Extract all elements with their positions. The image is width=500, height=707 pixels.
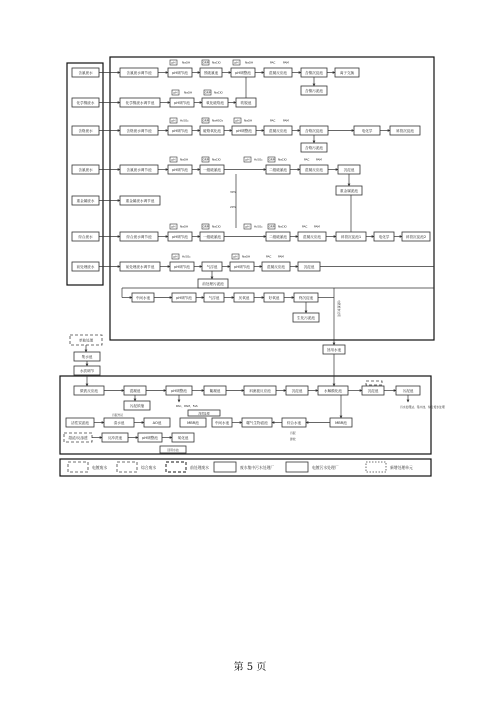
reagent-label: H₂SO₄ <box>180 118 189 123</box>
process-label: pH调节池 <box>172 71 188 75</box>
row-5 <box>99 196 160 205</box>
legend-label: 电镀污水处理厂 <box>312 465 339 470</box>
legend-swatch <box>117 462 137 472</box>
process-label: 水解酸化池 <box>324 389 342 393</box>
source-label: 含铬废水 <box>78 129 93 133</box>
legend-label: 电镀废水 <box>92 465 108 470</box>
lower-section <box>64 352 445 453</box>
reagent-label: NaOH <box>184 90 193 95</box>
process-label: 前处理废水调节池 <box>125 265 155 269</box>
legend-label: 新增处理单元 <box>390 465 413 470</box>
process-label: 水质调节 <box>79 369 95 373</box>
reagent-label: ORP <box>268 224 275 229</box>
legend-swatch <box>214 462 236 472</box>
ratio-label: 20% <box>230 205 237 209</box>
process-label: AO池 <box>152 421 162 425</box>
process-label: pH调整池 <box>235 71 251 75</box>
process-label: 二级破氰池 <box>269 235 287 239</box>
reagent-label: pH <box>171 118 176 123</box>
process-label: 单独处理 <box>78 338 94 343</box>
process-label: pH调节池 <box>174 101 190 105</box>
reagent-label: PAM <box>314 224 320 229</box>
process-label: MBR池 <box>187 421 199 425</box>
reagent-label: H₂SO₄ <box>254 157 263 162</box>
source-label: 重金属废水 <box>76 199 95 203</box>
reagent-label: pH <box>245 224 250 229</box>
process-label: 电化学 <box>361 129 373 133</box>
process-label: 含氰废水调节池 <box>126 168 152 172</box>
process-label: pH调节池 <box>174 265 190 269</box>
reagent-label: NaClO <box>278 224 287 229</box>
process-label: 超滤/反渗透 <box>68 436 88 440</box>
process-label: pH调节池 <box>234 265 250 269</box>
reagent-label: NaOH <box>180 157 189 162</box>
process-label: 沉淀池 <box>303 265 315 269</box>
reagent-label: pH <box>173 254 178 259</box>
process-label: 絮凝池 <box>209 389 221 393</box>
process-label: 混凝反应池 <box>267 265 285 269</box>
process-label: 厌氧池 <box>238 296 250 300</box>
process-label: 重金属泥池 <box>340 189 358 193</box>
reagent-label: NaOH <box>242 254 251 259</box>
reagent-label: PAC <box>270 118 276 123</box>
reagent-label: ORP <box>202 224 209 229</box>
process-label: 中间水池 <box>135 296 151 300</box>
reagent-label: PAC <box>302 224 308 229</box>
process-label: 含镍污泥池 <box>305 89 323 93</box>
reagent-label: PAM <box>283 60 289 65</box>
process-label: 回用水池 <box>167 448 179 452</box>
process-label: 好氧池 <box>268 296 280 300</box>
process-label: 二级破氰池 <box>269 168 287 172</box>
ratio-label: 30% <box>230 190 237 194</box>
process-label: pH调整池 <box>171 389 187 393</box>
process-label: pH调节池 <box>172 235 188 239</box>
process-label: pH调节池 <box>176 296 192 300</box>
source-label: 含氰废水 <box>78 71 93 75</box>
process-label: 混凝池 <box>129 389 141 393</box>
row-4 <box>99 157 362 228</box>
page-number: 第 5 页 <box>233 662 267 673</box>
reagent-label: PAC、PAM、FeS <box>176 404 198 408</box>
process-label: 混凝反应池 <box>305 168 323 172</box>
legend-swatch <box>286 462 308 472</box>
process-label: 离子交换 <box>339 71 355 75</box>
process-label: pH调整池 <box>142 436 158 440</box>
process-label: 反冲洗池 <box>107 436 123 440</box>
source-label: 含氰废水 <box>78 168 93 172</box>
reagent-label: pH <box>171 224 176 229</box>
reagent-label: NaClO <box>278 157 287 162</box>
reagent-label: NaOH <box>245 60 254 65</box>
process-label: 斜管沉淀池1 <box>340 235 362 239</box>
reagent-label: pH <box>171 60 176 65</box>
process-label: 一级破氰池 <box>203 235 221 239</box>
process-label: 回用水池 <box>326 348 342 352</box>
process-label: pH调节池 <box>172 129 188 133</box>
note-label: 排放 <box>290 437 296 441</box>
process-label: 混凝反应池 <box>303 235 321 239</box>
row-8 <box>122 288 434 345</box>
process-label: 综合废水调节池 <box>126 235 152 239</box>
process-label: 气浮池 <box>208 296 220 300</box>
reagent-label: ORP <box>202 118 209 123</box>
process-label: 深度处理 <box>198 411 210 416</box>
process-label: 综合水池 <box>286 421 302 425</box>
reagent-label: ORP <box>204 90 211 95</box>
process-label: 沉淀池 <box>343 168 355 172</box>
process-label: 氧化破络池 <box>206 101 224 105</box>
process-label: 混凝反应池 <box>269 129 287 133</box>
reagent-label: ORP <box>202 157 209 162</box>
reagent-label: NaClO <box>214 90 223 95</box>
legend-swatch <box>68 462 88 472</box>
note-label: 污泥 <box>290 431 296 435</box>
source-label: 前处理废水 <box>76 265 95 269</box>
process-label: 沉淀池 <box>367 389 379 393</box>
reagent-label: PAC <box>304 157 310 162</box>
reagent-label: pH <box>173 90 178 95</box>
process-label: 曝气生物滤池 <box>246 421 268 425</box>
reagent-label: PAC <box>266 254 272 259</box>
process-label: 污泥浓缩 <box>129 404 145 408</box>
row-3 <box>99 118 420 152</box>
row-1 <box>99 60 359 95</box>
process-label: 斜流板反应池 <box>249 389 271 393</box>
process-label: 活性炭滤池 <box>71 421 89 425</box>
reagent-label: NaOH <box>182 60 191 65</box>
reagent-label: ORP <box>202 60 209 65</box>
reagent-label: NaHSO₃ <box>212 118 224 123</box>
middle-section <box>70 335 345 354</box>
process-label: 斜管沉淀池2 <box>405 235 427 239</box>
reagent-label: NaClO <box>212 224 221 229</box>
legend-swatch <box>366 462 386 472</box>
note-label: 污水处理站、集中池、综合废水处理 <box>400 405 445 409</box>
legend-label: 废水集中污水处理厂 <box>240 465 275 470</box>
process-label: 污泥池 <box>402 389 414 393</box>
process-label: 破铬氧化池 <box>203 129 221 133</box>
legend-swatch <box>166 462 186 472</box>
process-label: pH调节池 <box>172 168 188 172</box>
reagent-label: pH <box>245 157 250 162</box>
process-label: 含铬沉淀池 <box>305 129 323 133</box>
process-label: 混凝反应池 <box>269 71 287 75</box>
side-label: 电镀废水处理 <box>337 300 341 317</box>
process-label: 一级破氰池 <box>203 168 221 172</box>
reagent-label: PAM <box>316 157 322 162</box>
process-label: 电化学 <box>378 235 390 239</box>
process-label: 含铬废水调节池 <box>126 129 152 133</box>
process-label: 前处理污泥池 <box>202 282 224 286</box>
reagent-label: PAM <box>283 118 289 123</box>
process-label: 氧化池 <box>177 436 189 440</box>
reagent-label: pH <box>171 157 176 162</box>
reagent-label: NaClO <box>212 60 221 65</box>
process-label: 含氰废水调节池 <box>126 71 152 75</box>
process-label: 含铬污泥池 <box>305 146 323 150</box>
reagent-label: ORP <box>268 157 275 162</box>
reagent-label: NaClO <box>212 157 221 162</box>
process-label: 重金属废水调节池 <box>125 199 155 203</box>
process-label: 化学镍废水调节池 <box>125 101 155 105</box>
reagent-label: PAM <box>278 254 284 259</box>
process-label: MBR池 <box>335 421 347 425</box>
row-7 <box>99 254 434 288</box>
source-list <box>72 68 99 271</box>
process-label: 吹脱池 <box>240 101 252 105</box>
process-label: 沉淀池 <box>291 389 303 393</box>
reagent-label: pH <box>234 60 239 65</box>
legend-label: 综合废水 <box>141 465 157 470</box>
reagent-label: pH <box>235 118 240 123</box>
process-label: 微波反应池 <box>80 389 98 393</box>
process-label: 清水池 <box>113 421 125 425</box>
process-label: 中间水池 <box>214 421 230 425</box>
process-label: 生化污泥池 <box>297 316 315 320</box>
legend-label: 前处理废水 <box>190 465 209 470</box>
dashed-box <box>366 381 382 385</box>
legend <box>60 459 431 476</box>
reagent-label: H₂SO₄ <box>254 224 263 229</box>
process-label: 集水池 <box>81 355 93 359</box>
reagent-label: H₂SO₄ <box>182 254 191 259</box>
process-label: 斜管沉淀池 <box>396 129 414 133</box>
process-label: 气浮池 <box>206 265 218 269</box>
drain-label: 污泥外运 <box>112 413 124 417</box>
process-label: 预破氰池 <box>203 71 219 75</box>
process-label: pH调整池 <box>236 129 252 133</box>
reagent-label: NaOH <box>180 224 189 229</box>
source-label: 综合废水 <box>78 235 93 239</box>
reagent-label: NaOH <box>244 118 253 123</box>
reagent-label: PAC <box>270 60 276 65</box>
process-label: 含镍沉淀池 <box>305 71 323 75</box>
reagent-label: pH <box>233 254 238 259</box>
row-2 <box>99 77 256 107</box>
process-label: 终沉淀池 <box>298 296 314 300</box>
source-label: 化学镍废水 <box>76 101 95 105</box>
